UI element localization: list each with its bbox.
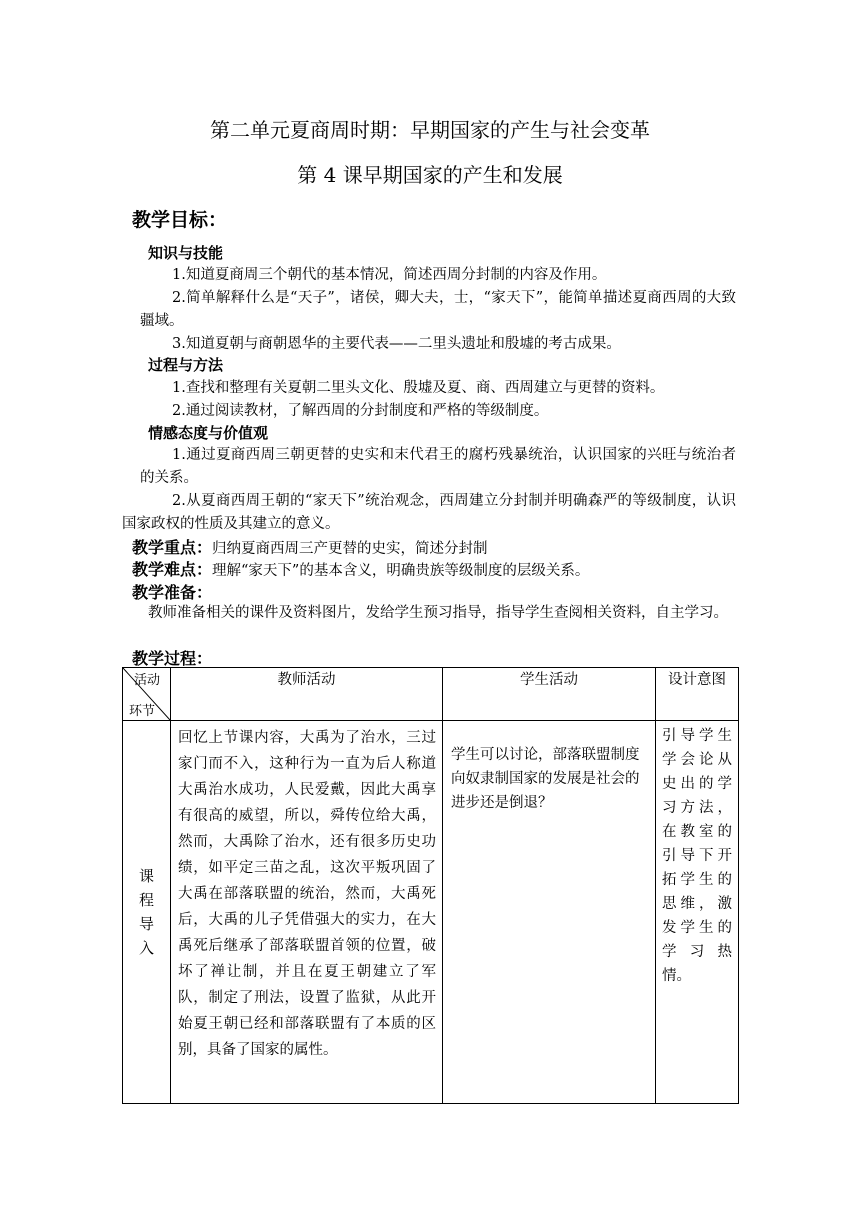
emotion-item-1: 1.通过夏商西周三朝更替的史实和末代君王的腐朽残暴统治，认识国家的兴旺与统治者的关系。: [140, 447, 736, 486]
knowledge-item-1: 1.知道夏商周三个朝代的基本情况，简述西周分封制的内容及作用。: [172, 267, 607, 283]
knowledge-skills-heading: 知识与技能: [148, 244, 224, 262]
knowledge-item-2: 2.简单解释什么是“天子”，诸侯，卿大夫，士，“家天下”，能简单描述夏商西周的大致疆域。: [140, 290, 736, 329]
stage-label: 课程导入: [138, 867, 154, 957]
unit-title: 第二单元夏商周时期：早期国家的产生与社会变革: [210, 118, 650, 142]
teacher-activity-text: 回忆上节课内容，大禹为了治水，三过家门而不入，这种行为一直为后人称道大禹治水成功，人民爱戴，因此大禹享有很高的威望，所以，舜传位给大禹，然而，大禹除了治水，还有很多历史功绩，如平定三苗之乱，这次平叛巩固了大禹在部落联盟的统治，然而，大禹死后，大禹的儿子凭借强大的实力，在大禹死后继承了部落联盟首领的位置，破坏了禅让制，并且在夏王朝建立了军队，制定了刑法，设置了监狱，从此开始夏王朝已经和部落联盟有了本质的区别，具备了国家的属性。: [178, 730, 436, 1058]
table-header-row: [123, 668, 739, 721]
lesson-title: 第 4 课早期国家的产生和发展: [297, 163, 563, 187]
corner-label-activity: 活动: [133, 673, 160, 688]
difficulties-value: 理解“家天下”的基本含义，明确贵族等级制度的层级关系。: [212, 563, 590, 579]
teacher-activity-cell: [171, 721, 443, 1104]
teaching-process-table: [122, 667, 739, 1104]
process-label: 教学过程：: [132, 649, 213, 668]
objectives-heading: 教学目标：: [132, 209, 228, 231]
header-teacher-activity: 教师活动: [171, 668, 443, 721]
key-points-label: 教学重点：: [132, 538, 213, 557]
difficulties-label: 教学难点：: [132, 560, 213, 579]
knowledge-item-3: 3.知道夏朝与商朝恩华的主要代表——二里头遗址和殷墟的考古成果。: [172, 336, 621, 352]
student-activity-text: 学生可以讨论，部落联盟制度向奴隶制国家的发展是社会的进步还是倒退？: [451, 747, 640, 811]
preparation-label: 教学准备：: [132, 583, 213, 602]
key-points: [132, 535, 488, 558]
process-item-1: 1.查找和整理有关夏朝二里头文化、殷墟及夏、商、西周建立与更替的资料。: [172, 380, 665, 396]
design-intent-text: 引导学生学会论从史出的学习方法，在教室的引导下开拓学生的思维，激发学生的学习热情。: [662, 728, 732, 984]
emotion-values-heading: 情感态度与价值观: [148, 424, 269, 442]
header-student-activity: 学生活动: [443, 668, 656, 721]
student-activity-cell: [443, 721, 656, 1104]
preparation-text: 教师准备相关的课件及资料图片，发给学生预习指导，指导学生查阅相关资料，自主学习。: [148, 605, 728, 621]
design-intent-cell: [656, 721, 739, 1104]
corner-label-stage: 环节: [129, 704, 156, 719]
difficulties: [132, 557, 589, 580]
stage-cell: [123, 721, 171, 1104]
key-points-value: 归纳夏商西周三产更替的史实，简述分封制: [212, 541, 488, 557]
process-item-2: 2.通过阅读教材，了解西周的分封制度和严格的等级制度。: [172, 403, 549, 419]
diagonal-header-cell: [123, 668, 171, 721]
header-design-intent: 设计意图: [656, 668, 739, 721]
table-row: [123, 721, 739, 1104]
emotion-item-2: 2.从夏商西周王朝的“家天下”统治观念，西周建立分封制并明确森严的等级制度，认识国家政权的性质及其建立的意义。: [122, 493, 736, 532]
process-methods-heading: 过程与方法: [148, 356, 224, 374]
